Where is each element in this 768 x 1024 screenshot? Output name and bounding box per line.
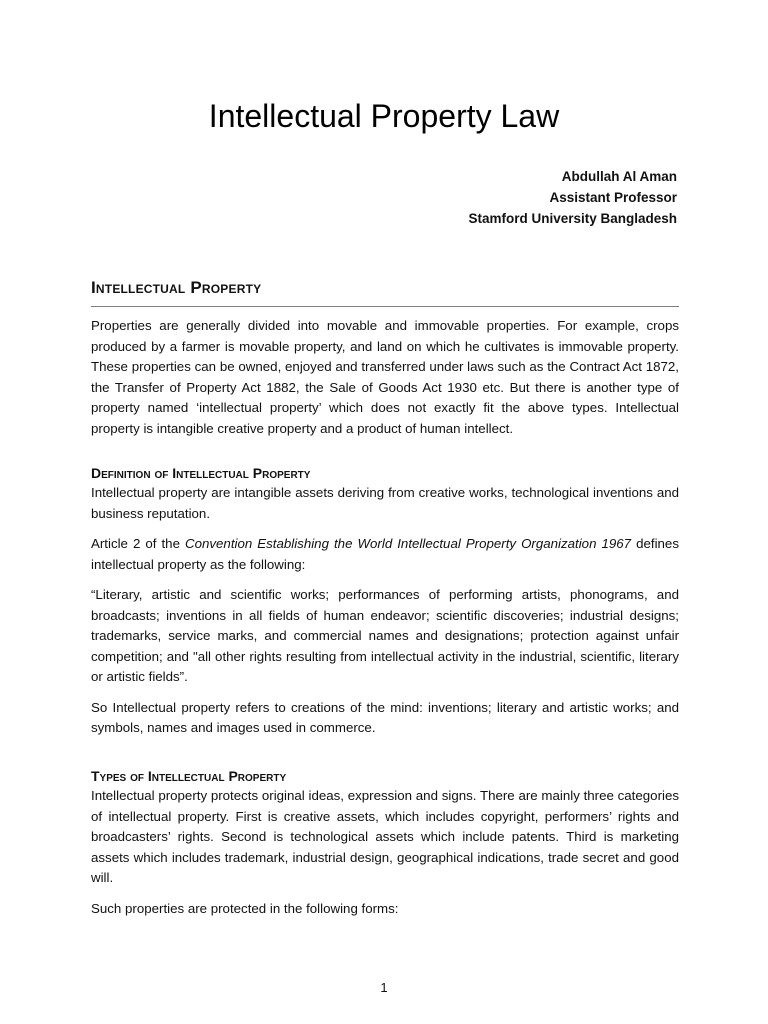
author-name: Abdullah Al Aman: [561, 169, 677, 184]
document-title: Intellectual Property Law: [208, 98, 560, 134]
definition-paragraph: Intellectual property are intangible assets deriving from creative works, technological inventions and business reputation.: [91, 485, 679, 521]
section-heading-intellectual-property: Intellectual Property: [91, 276, 679, 307]
wipo-quote: “Literary, artistic and scientific works; performances of performing artists, phonograms, and broadcasts; inventions in all fields of human endeavor; scientific discoveries; industrial designs; trademarks, service marks, and commercial names and designations; protection against unfair competition; and "all other rights resulting from intellectual activity in the industrial, scientific, literary or artistic fields”.: [91, 587, 679, 684]
section-definition: [91, 463, 679, 739]
section-types: [91, 766, 679, 919]
page-number: 1: [380, 980, 388, 995]
article-suffix: defines intellectual property as the following:: [91, 536, 679, 572]
article-prefix: Article 2 of the: [91, 536, 185, 551]
definition-heading: Definition of Intellectual Property: [91, 465, 311, 481]
author-position: Assistant Professor: [549, 190, 677, 205]
section-intellectual-property: [91, 316, 679, 439]
forms-intro: Such properties are protected in the following forms:: [91, 900, 399, 916]
article-title: Convention Establishing the World Intellectual Property Organization 1967: [184, 536, 632, 551]
types-heading: Types of Intellectual Property: [91, 768, 287, 784]
types-paragraph: Intellectual property protects original ideas, expression and signs. There are mainly three categories of intellectual property. First is creative assets, which includes copyright, performers’ rights and broadcasters’ rights. Second is technological assets which include patents. Third is marketing assets which includes trademark, industrial design, geographical indications, trade secret and good will.: [91, 788, 679, 885]
intellectual-property-paragraph: Properties are generally divided into movable and immovable properties. For example, crops produced by a farmer is movable property, and land on which he cultivates is immovable property. These properties can be owned, enjoyed and transferred under laws such as the Contract Act 1872, the Transfer of Property Act 1882, the Sale of Goods Act 1930 etc. But there is another type of property named ‘intellectual property’ which does not exactly fit the above types. Intellectual property is intangible creative property and a product of human intellect.: [91, 318, 679, 436]
author-institution: Stamford University Bangladesh: [468, 211, 677, 226]
author-block: [468, 166, 677, 229]
definition-conclusion: So Intellectual property refers to creations of the mind: inventions; literary and artistic works; and symbols, names and images used in commerce.: [91, 699, 679, 735]
article-paragraph: [91, 534, 679, 575]
